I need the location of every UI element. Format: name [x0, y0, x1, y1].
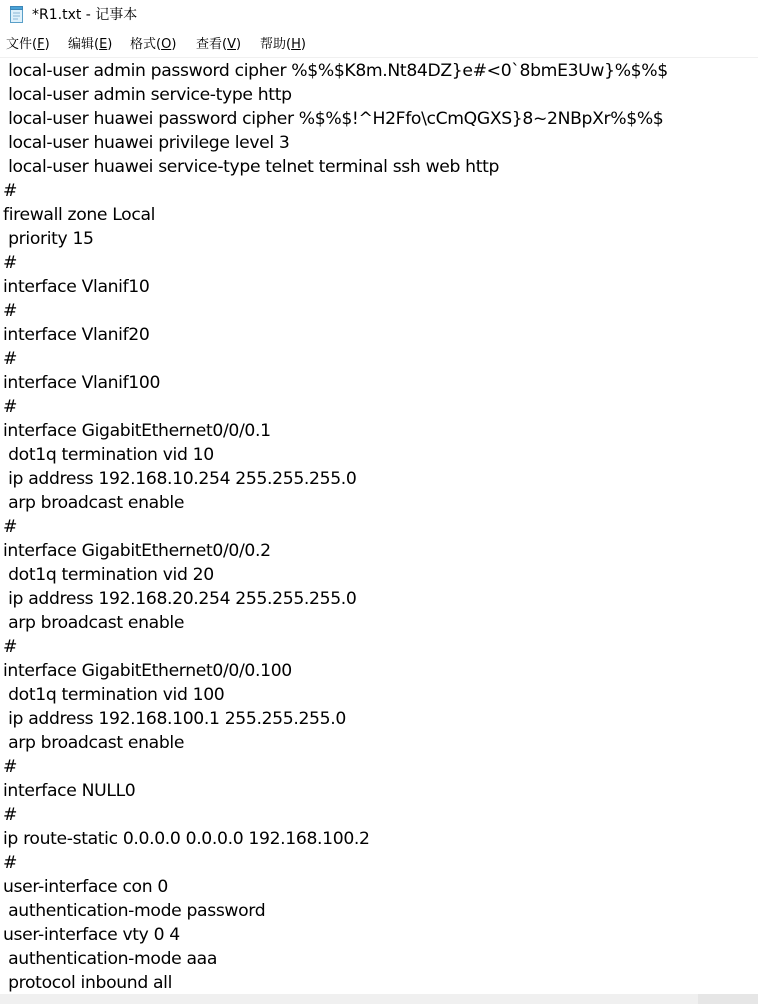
- text-line: #: [3, 805, 18, 825]
- text-line: priority 15: [3, 229, 94, 249]
- text-line: user-interface con 0: [3, 877, 168, 897]
- text-line: interface GigabitEthernet0/0/0.2: [3, 541, 271, 561]
- menu-file-label: 文件(: [6, 37, 38, 52]
- text-line: dot1q termination vid 10: [3, 445, 214, 465]
- text-line: authentication-mode aaa: [3, 949, 218, 969]
- text-line: dot1q termination vid 20: [3, 565, 214, 585]
- text-line: ip route-static 0.0.0.0 0.0.0.0 192.168.100.2: [3, 829, 370, 849]
- text-line: #: [3, 301, 18, 321]
- text-line: interface Vlanif100: [3, 373, 161, 393]
- menu-help-suffix: ): [300, 37, 306, 52]
- text-line: dot1q termination vid 100: [3, 685, 225, 705]
- menu-format-accelerator: O: [161, 37, 172, 52]
- text-line: #: [3, 637, 18, 657]
- menu-edit[interactable]: [68, 36, 112, 54]
- menu-format-label: 格式(: [130, 37, 162, 52]
- menu-help-label: 帮助(: [260, 37, 292, 52]
- text-line: #: [3, 397, 18, 417]
- horizontal-scrollbar[interactable]: [0, 994, 758, 1004]
- text-line: local-user huawei password cipher %$%$!^H2Ffo\cCmQGXS}8~2NBpXr%$%$: [3, 109, 664, 129]
- menu-format-suffix: ): [171, 37, 177, 52]
- text-line: ip address 192.168.20.254 255.255.255.0: [3, 589, 357, 609]
- menu-help-accelerator: H: [291, 37, 301, 52]
- text-line: #: [3, 757, 18, 777]
- text-line: local-user huawei service-type telnet terminal ssh web http: [3, 157, 500, 177]
- notepad-icon: [9, 6, 24, 23]
- text-line: local-user huawei privilege level 3: [3, 133, 290, 153]
- menu-view-suffix: ): [235, 37, 242, 52]
- menu-view[interactable]: [196, 36, 241, 54]
- text-line: local-user admin service-type http: [3, 85, 292, 105]
- text-line: #: [3, 181, 18, 201]
- text-line: #: [3, 853, 18, 873]
- text-line: ip address 192.168.10.254 255.255.255.0: [3, 469, 357, 489]
- text-line: #: [3, 517, 18, 537]
- text-line: arp broadcast enable: [3, 493, 185, 513]
- text-line: protocol inbound all: [3, 973, 173, 993]
- text-editor-area[interactable]: [0, 57, 758, 993]
- text-line: authentication-mode password: [3, 901, 266, 921]
- text-line: interface GigabitEthernet0/0/0.1: [3, 421, 271, 441]
- text-line: interface NULL0: [3, 781, 136, 801]
- text-line: interface GigabitEthernet0/0/0.100: [3, 661, 292, 681]
- text-line: interface Vlanif20: [3, 325, 150, 345]
- menu-file-accelerator: F: [37, 37, 45, 52]
- menu-view-label: 查看(: [196, 37, 228, 52]
- menu-edit-accelerator: E: [99, 37, 108, 52]
- text-line: arp broadcast enable: [3, 613, 185, 633]
- text-line: interface Vlanif10: [3, 277, 150, 297]
- menu-file-suffix: ): [44, 37, 50, 52]
- window-title: *R1.txt - 记事本: [32, 7, 138, 23]
- menu-edit-suffix: ): [107, 37, 113, 52]
- text-line: local-user admin password cipher %$%$K8m.Nt84DZ}e#<0`8bmE3Uw}%$%$: [3, 61, 668, 81]
- menu-bar: [0, 34, 758, 56]
- menu-file[interactable]: [6, 36, 50, 54]
- text-line: #: [3, 349, 18, 369]
- menu-help[interactable]: [260, 36, 306, 54]
- menu-view-accelerator: V: [227, 37, 236, 52]
- text-line: user-interface vty 0 4: [3, 925, 180, 945]
- menu-edit-label: 编辑(: [68, 37, 100, 52]
- text-line: firewall zone Local: [3, 205, 156, 225]
- text-line: #: [3, 253, 18, 273]
- scrollbar-corner: [698, 994, 758, 1004]
- text-line: ip address 192.168.100.1 255.255.255.0: [3, 709, 346, 729]
- title-bar[interactable]: [0, 0, 758, 30]
- menu-format[interactable]: [130, 36, 176, 54]
- text-line: arp broadcast enable: [3, 733, 185, 753]
